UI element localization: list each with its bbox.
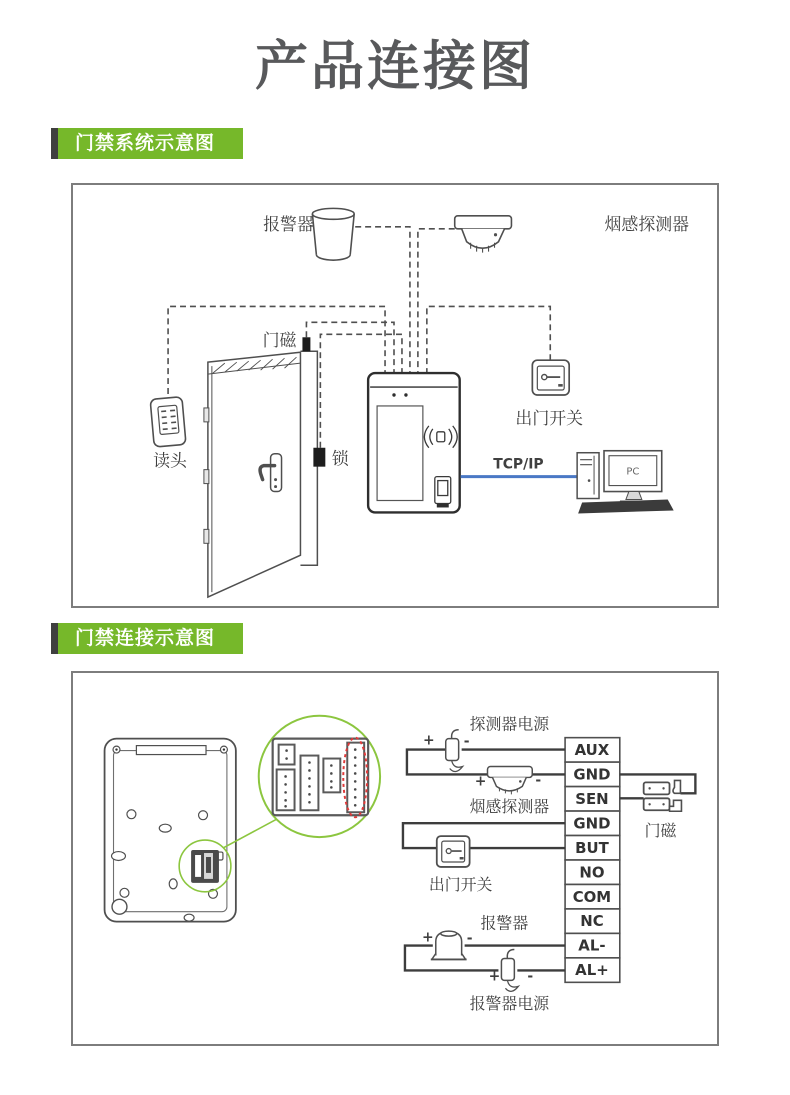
door-magnet-label: 门磁 [262, 330, 297, 351]
alarm-power-label: 报警器电源 [469, 994, 550, 1014]
terminal-label: AL- [578, 936, 606, 955]
section-accent-bar [51, 128, 58, 159]
card-slot-icon [435, 477, 451, 508]
reader-label: 读头 [153, 450, 187, 471]
door-magnet-icon [644, 780, 682, 811]
alarm-label: 报警器 [480, 913, 529, 933]
smoke-detector-label: 烟感探测器 [604, 213, 690, 234]
lock-block [313, 448, 325, 467]
siren-icon [312, 208, 354, 260]
backplate-connector-block [191, 850, 219, 883]
reader-icon [150, 397, 186, 447]
terminal-label: NO [579, 863, 605, 882]
system-diagram-canvas [73, 185, 717, 606]
plus-sign: + [488, 968, 501, 985]
access-controller [368, 373, 460, 512]
terminal-label: BUT [575, 838, 609, 857]
section-header-2 [51, 623, 243, 654]
terminal-label: AUX [574, 741, 610, 760]
smoke-detector-icon [455, 216, 512, 253]
power-adapter-icon [501, 950, 518, 992]
door-magnet-label: 门磁 [644, 821, 677, 841]
door-panel [208, 352, 301, 597]
terminal-label: COM [572, 887, 612, 906]
terminal-block [565, 738, 620, 983]
minus-sign: - [463, 733, 470, 750]
page-title: 产品连接图 [255, 36, 535, 97]
connection-diagram-canvas [73, 673, 717, 1044]
power-adapter-icon [446, 730, 463, 772]
pc-label: PC [626, 466, 640, 478]
smoke-detector-label: 烟感探测器 [469, 797, 550, 817]
exit-switch-icon [532, 360, 569, 395]
exit-switch-label: 出门开关 [515, 407, 584, 428]
terminal-label: GND [573, 765, 611, 784]
section-label-text: 门禁连接示意图 [58, 623, 243, 654]
lock-label: 锁 [331, 448, 349, 469]
smoke-detector-wire [418, 229, 455, 373]
plus-sign: + [422, 732, 435, 749]
section-accent-bar [51, 623, 58, 654]
smoke-detector-icon [488, 766, 533, 794]
detector-power-label: 探测器电源 [469, 714, 550, 734]
plus-sign: + [421, 929, 434, 946]
device-backplate [105, 739, 236, 922]
gnd2-wire [403, 823, 565, 848]
alarm-label: 报警器 [263, 213, 314, 234]
plus-sign: + [474, 773, 487, 790]
pc-icon [577, 451, 674, 514]
minus-sign: - [527, 968, 534, 985]
system-diagram-panel [71, 183, 719, 608]
section-header-1 [51, 128, 243, 159]
section-label-text: 门禁系统示意图 [58, 128, 243, 159]
exit-switch-icon [437, 836, 470, 867]
connection-diagram-panel [71, 671, 719, 1046]
terminal-label: SEN [575, 789, 609, 808]
terminal-label: NC [580, 912, 604, 931]
exit-switch-label: 出门开关 [428, 874, 493, 894]
exit-switch-wire [427, 306, 550, 373]
magnifier-circle [259, 716, 380, 837]
terminal-label: GND [573, 814, 611, 833]
siren-icon [431, 931, 467, 959]
terminal-label: AL+ [575, 961, 609, 980]
minus-sign: - [466, 930, 473, 947]
tcpip-label: TCP/IP [493, 456, 544, 473]
minus-sign: - [535, 772, 542, 789]
door-magnet-sensor [302, 337, 310, 351]
pc-keyboard [578, 500, 674, 514]
